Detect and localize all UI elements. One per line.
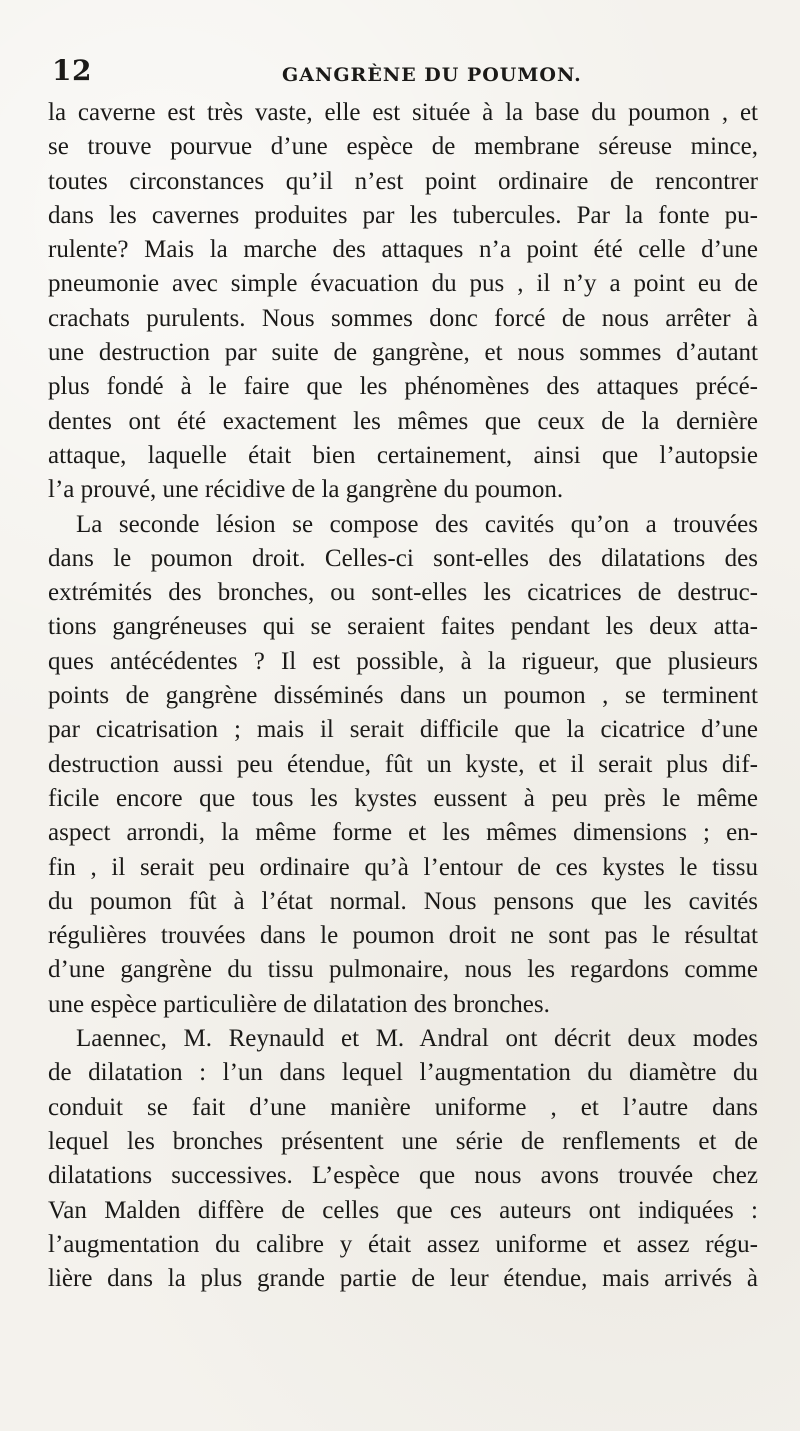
text-line: ques antécédentes ? Il est possible, à la rigueur, que plusieurs [48, 647, 758, 675]
text-line: pneumonie avec simple évacuation du pus , il n’y a point eu de [48, 270, 758, 298]
text-line: aspect arrondi, la même forme et les mêmes dimensions ; en- [48, 819, 758, 847]
text-line: plus fondé à le faire que les phénomènes des attaques précé- [48, 373, 758, 401]
text-line: points de gangrène disséminés dans un poumon , se terminent [48, 682, 758, 710]
text-line: une destruction par suite de gangrène, et nous sommes d’autant [48, 339, 758, 367]
text-line: La seconde lésion se compose des cavités qu’on a trouvées [76, 510, 758, 538]
text-line: crachats purulents. Nous sommes donc forcé de nous arrêter à [48, 304, 758, 332]
text-line: de dilatation : l’un dans lequel l’augmentation du diamètre du [48, 1059, 758, 1087]
text-line: destruction aussi peu étendue, fût un kyste, et il serait plus dif- [48, 750, 758, 778]
text-line: attaque, laquelle était bien certainement, ainsi que l’autopsie [48, 441, 758, 469]
text-line: l’a prouvé, une récidive de la gangrène du poumon. [48, 476, 564, 504]
page-number: 12 [52, 54, 92, 87]
page-header [52, 54, 760, 88]
text-line: dans les cavernes produites par les tubercules. Par la fonte pu- [48, 201, 758, 229]
text-line: lequel les bronches présentent une série de renflements et de [48, 1127, 758, 1155]
text-line: dans le poumon droit. Celles-ci sont-elles des dilatations des [48, 544, 758, 572]
text-line: une espèce particulière de dilatation des bronches. [48, 990, 550, 1018]
text-line: tions gangréneuses qui se seraient faites pendant les deux atta- [48, 613, 758, 641]
text-line: se trouve pourvue d’une espèce de membrane séreuse mince, [48, 133, 758, 161]
text-line: d’une gangrène du tissu pulmonaire, nous les regardons comme [48, 956, 758, 984]
text-line: lière dans la plus grande partie de leur étendue, mais arrivés à [48, 1265, 758, 1293]
paragraph-3 [48, 1022, 758, 1296]
text-line: dentes ont été exactement les mêmes que ceux de la dernière [48, 407, 758, 435]
running-title: GANGRÈNE DU POUMON. [282, 64, 582, 86]
text-line: régulières trouvées dans le poumon droit ne sont pas le résultat [48, 922, 758, 950]
text-line: toutes circonstances qu’il n’est point ordinaire de rencontrer [48, 167, 758, 195]
text-line: du poumon fût à l’état normal. Nous pensons que les cavités [48, 887, 758, 915]
text-line: Laennec, M. Reynauld et M. Andral ont décrit deux modes [76, 1025, 758, 1053]
text-line: conduit se fait d’une manière uniforme , et l’autre dans [48, 1093, 758, 1121]
paragraph-1 [48, 96, 758, 508]
text-line: l’augmentation du calibre y était assez uniforme et assez régu- [48, 1230, 758, 1258]
text-line: par cicatrisation ; mais il serait difficile que la cicatrice d’une [48, 716, 758, 744]
body-text [48, 96, 758, 1296]
paragraph-2 [48, 508, 758, 1022]
text-line: ficile encore que tous les kystes eussent à peu près le même [48, 784, 758, 812]
text-line: Van Malden diffère de celles que ces auteurs ont indiquées : [48, 1196, 758, 1224]
text-line: rulente? Mais la marche des attaques n’a point été celle d’une [48, 236, 758, 264]
text-line: la caverne est très vaste, elle est située à la base du poumon , et [48, 99, 758, 126]
text-line: fin , il serait peu ordinaire qu’à l’entour de ces kystes le tissu [48, 853, 758, 881]
text-line: dilatations successives. L’espèce que nous avons trouvée chez [48, 1162, 758, 1190]
text-line: extrémités des bronches, ou sont-elles les cicatrices de destruc- [48, 579, 758, 607]
